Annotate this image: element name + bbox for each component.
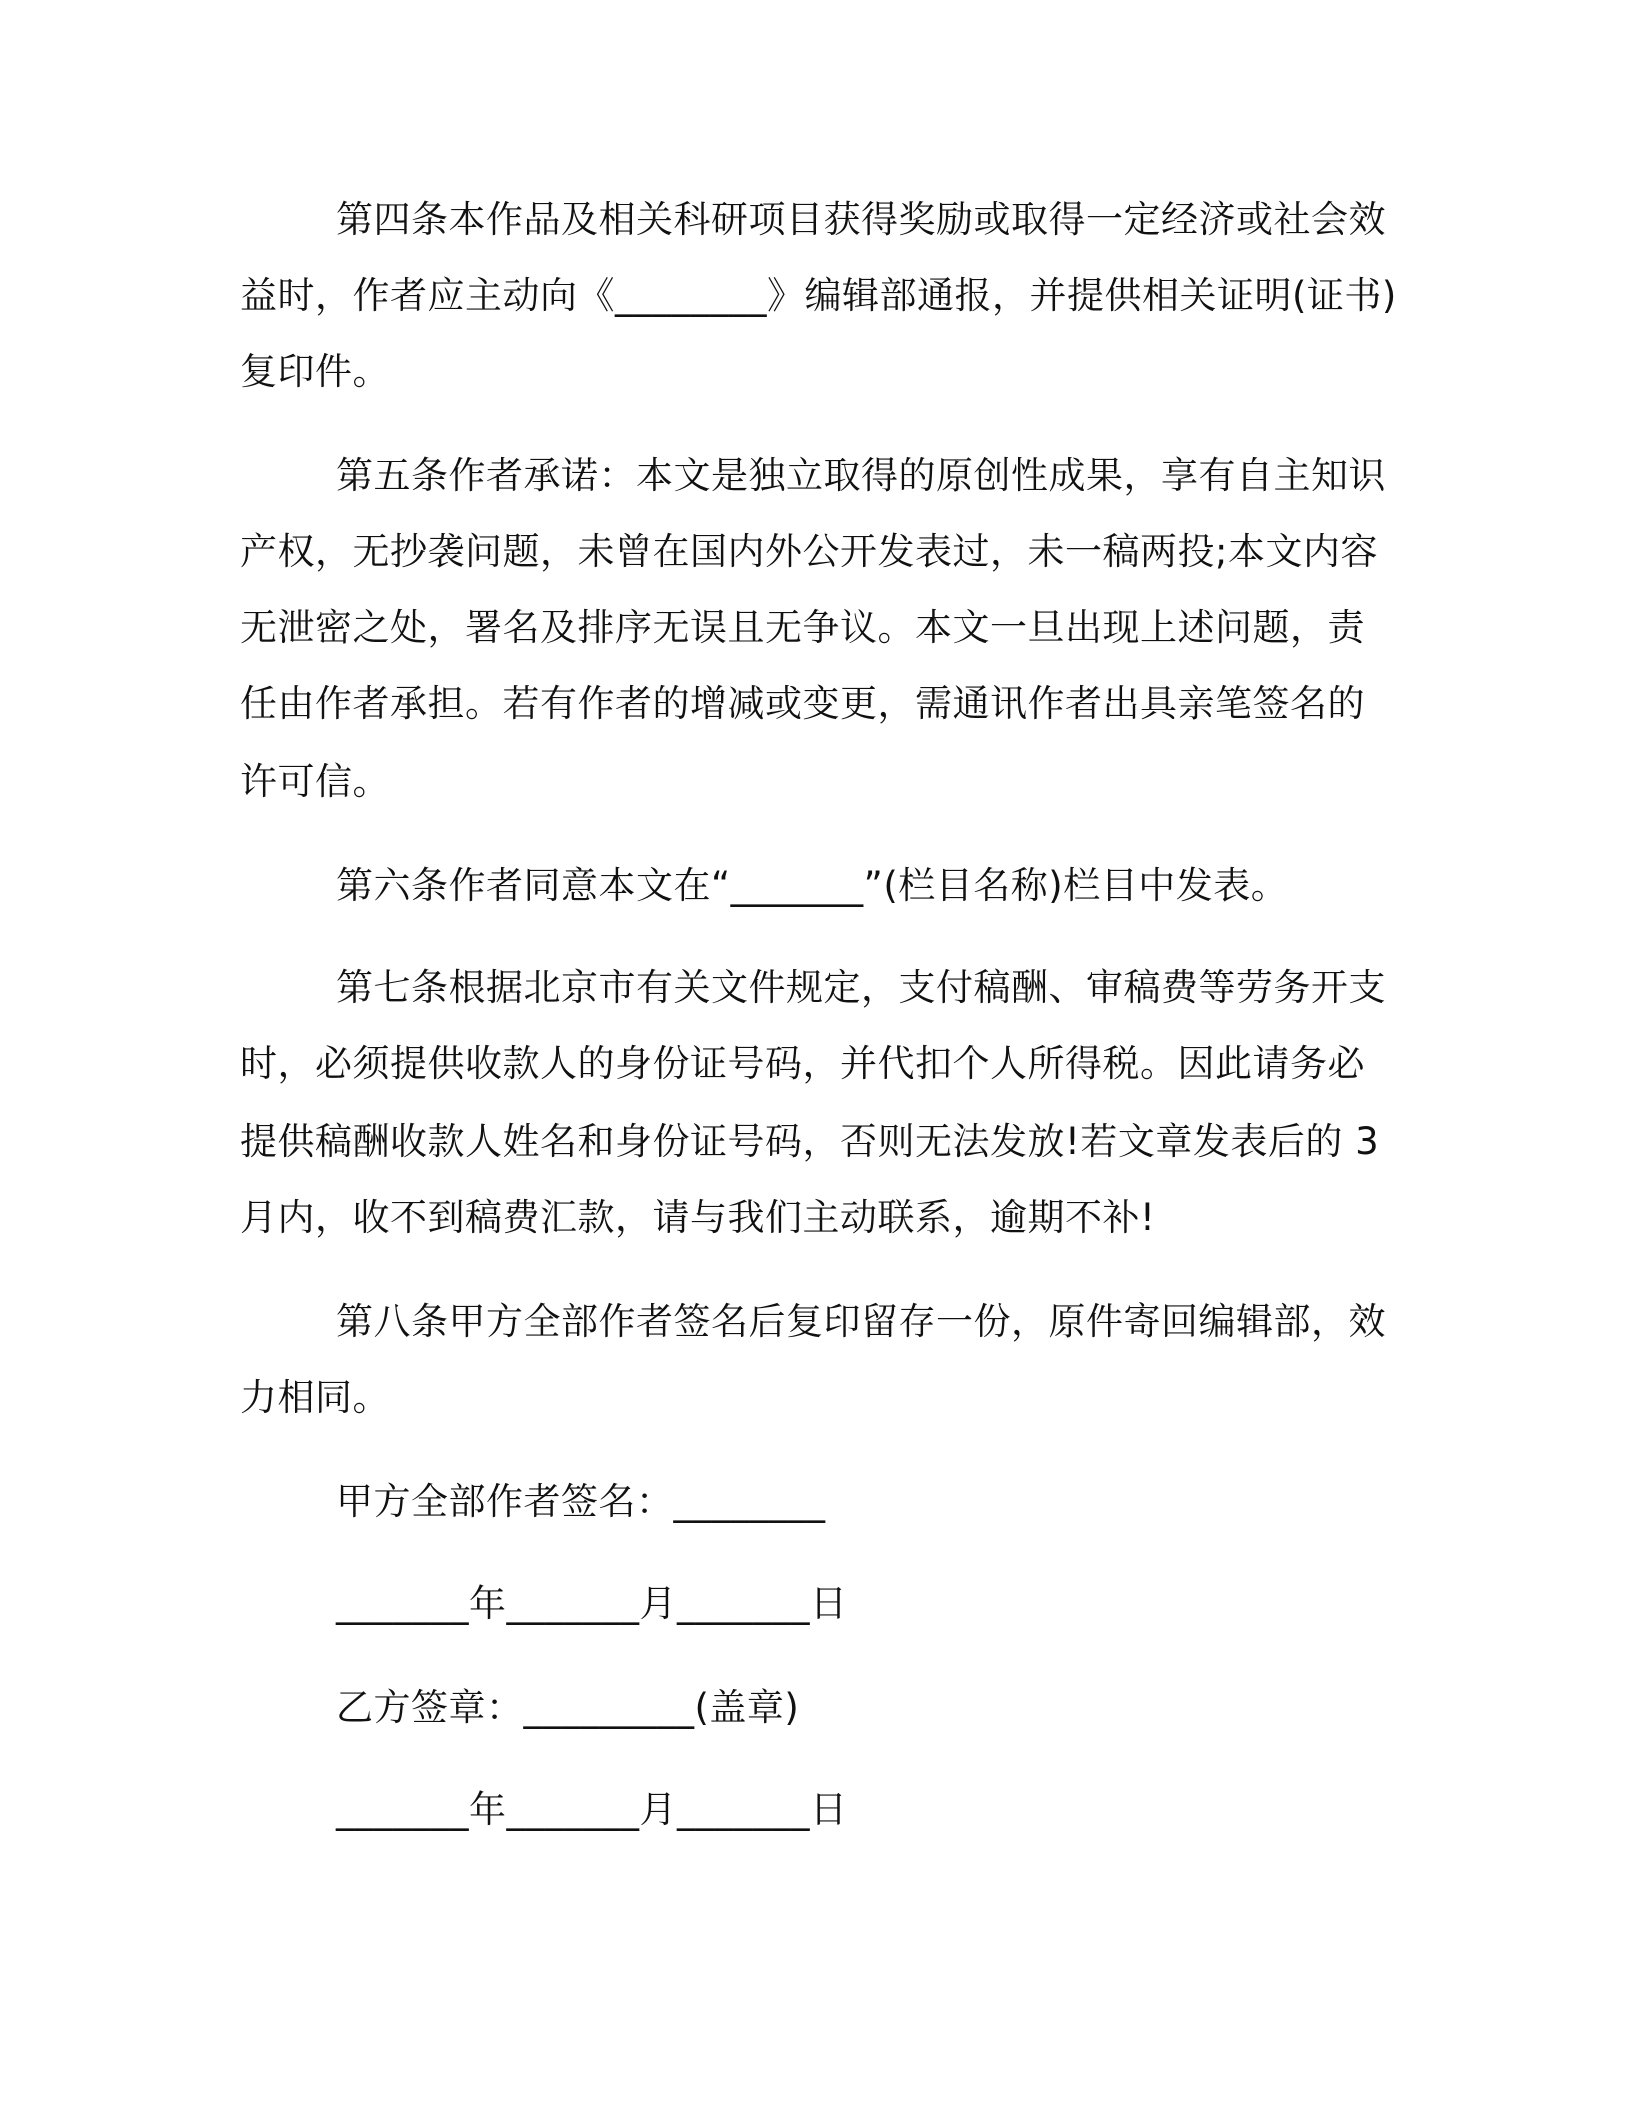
article-4-line-1: 第四条本作品及相关科研项目获得奖励或取得一定经济或社会效	[336, 198, 1386, 241]
article-5-line-4: 任由作者承担。若有作者的增减或变更，需通讯作者出具亲笔签名的	[240, 682, 1365, 725]
article-5-line-1: 第五条作者承诺：本文是独立取得的原创性成果，享有自主知识	[336, 454, 1386, 497]
article-5-line-5: 许可信。	[240, 760, 390, 803]
party-b-date-line: _______年_______月_______日	[336, 1788, 848, 1831]
party-a-date-line: _______年_______月_______日	[336, 1582, 848, 1625]
party-b-seal-line: 乙方签章：_________(盖章)	[336, 1686, 800, 1729]
article-7-line-2: 时，必须提供收款人的身份证号码，并代扣个人所得税。因此请务必	[240, 1042, 1365, 1085]
article-6-line-1: 第六条作者同意本文在“_______”(栏目名称)栏目中发表。	[336, 864, 1289, 907]
article-4-line-2: 益时，作者应主动向《________》编辑部通报，并提供相关证明(证书)	[240, 274, 1397, 317]
article-7-line-3: 提供稿酬收款人姓名和身份证号码，否则无法发放!若文章发表后的 3	[240, 1120, 1380, 1163]
article-8-line-1: 第八条甲方全部作者签名后复印留存一份，原件寄回编辑部，效	[336, 1300, 1386, 1343]
party-a-signature-line: 甲方全部作者签名：________	[336, 1480, 826, 1523]
article-5-line-3: 无泄密之处，署名及排序无误且无争议。本文一旦出现上述问题，责	[240, 606, 1365, 649]
article-7-line-4: 月内，收不到稿费汇款，请与我们主动联系，逾期不补!	[240, 1196, 1156, 1239]
article-8-line-2: 力相同。	[240, 1376, 390, 1419]
article-5-line-2: 产权，无抄袭问题，未曾在国内外公开发表过，未一稿两投;本文内容	[240, 530, 1378, 573]
article-7-line-1: 第七条根据北京市有关文件规定，支付稿酬、审稿费等劳务开支	[336, 966, 1386, 1009]
article-4-line-3: 复印件。	[240, 350, 390, 393]
